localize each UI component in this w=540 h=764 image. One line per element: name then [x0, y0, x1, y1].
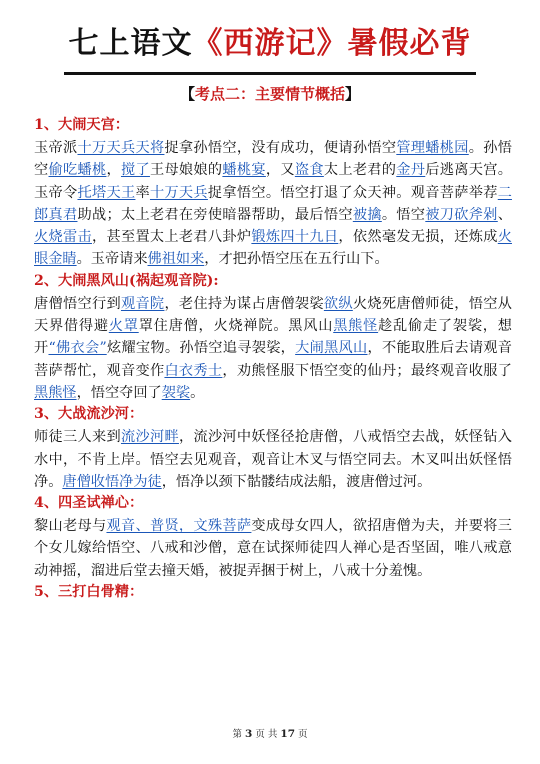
- keyword-highlight: 十万天兵天将: [77, 140, 165, 156]
- section-heading: 4、四圣试禅心：: [34, 495, 144, 512]
- keyword-highlight: 火烧雷击: [34, 229, 92, 246]
- paragraph-text: ，才把孙悟空压在五行山下。: [204, 251, 389, 268]
- paragraph-text: 。悟空: [381, 206, 426, 223]
- section-heading: 1、大闹天宫：: [34, 117, 129, 133]
- keyword-highlight: “佛衣会”: [48, 340, 107, 357]
- paragraph-text: ，流沙河中妖怪径抢唐僧，八戒悟空去战，妖怪钻入水中，不肯上岸。悟空去见观音，观音让木叉与悟空同去。木叉叫出妖怪悟净。: [34, 429, 512, 490]
- paragraph-text: ，: [106, 162, 121, 179]
- keyword-highlight: 唐僧收悟净为徒: [62, 473, 162, 490]
- keyword-highlight: 火罩: [108, 318, 139, 335]
- paragraph-text: ，依然毫发无损，还炼成: [338, 229, 498, 246]
- paragraph-text: 、: [497, 206, 512, 223]
- title-underline: [64, 72, 476, 75]
- keyword-highlight: 锻炼四十九日: [251, 229, 339, 246]
- keyword-highlight: 大闹黑风山: [295, 340, 368, 357]
- content-body: [34, 116, 512, 604]
- paragraph-text: 炫耀宝物。孙悟空追寻袈裟，: [106, 340, 296, 357]
- paragraph-text: 火烧死唐僧师徒，悟空从天界借得避: [34, 295, 512, 335]
- keyword-highlight: 流沙河畔: [120, 429, 179, 446]
- paragraph-text: 。: [190, 384, 205, 401]
- keyword-highlight: 搅了: [120, 162, 150, 179]
- paragraph-text: 太上老君的: [323, 162, 397, 179]
- section-paragraph: [34, 515, 512, 582]
- paragraph-text: 捉拿悟空。悟空打退了众天神。观音菩萨举荐: [207, 184, 498, 201]
- paragraph-text: 黎山老母与: [34, 518, 107, 535]
- section-subtitle: [0, 84, 540, 104]
- paragraph-text: ，劝熊怪服下悟空变的仙丹；最终观音收服了: [222, 362, 512, 379]
- footer-page-number: 3: [244, 728, 253, 740]
- keyword-highlight: 偷吃蟠桃: [48, 162, 107, 179]
- paragraph-text: ，老住持为谋占唐僧袈裟: [164, 295, 324, 312]
- keyword-highlight: 白衣秀士: [164, 362, 223, 379]
- page-title: [0, 24, 540, 64]
- paragraph-text: ，又: [265, 162, 295, 179]
- paragraph-text: 罩住唐僧，火烧禅院。黑风山: [138, 318, 334, 335]
- section-paragraph: [34, 293, 512, 404]
- title-part-1: 七上语文: [68, 26, 193, 61]
- subtitle-text: 考点二：主要情节概括: [194, 85, 345, 103]
- paragraph-text: 唐僧悟空行到: [34, 295, 121, 312]
- keyword-highlight: 金丹: [396, 162, 426, 179]
- title-part-3: 暑假必背: [347, 26, 472, 61]
- paragraph-text: ，甚至置太上老君八卦炉: [91, 229, 252, 246]
- paragraph-text: 玉帝派: [34, 140, 78, 156]
- subtitle-close-bracket: 】: [345, 85, 361, 103]
- keyword-highlight: 火眼金睛: [34, 229, 512, 268]
- paragraph-text: 率: [135, 184, 150, 201]
- keyword-highlight: 袈裟: [161, 384, 191, 401]
- subtitle-open-bracket: 【: [179, 85, 195, 103]
- footer-prefix: 第: [232, 729, 242, 740]
- paragraph-text: 后逃离天宫。玉帝令: [34, 162, 512, 201]
- keyword-highlight: 托塔天王: [77, 184, 136, 201]
- keyword-highlight: 管理蟠桃园: [396, 140, 469, 156]
- footer-total-pages: 17: [280, 728, 296, 740]
- section-heading: 3、大战流沙河：: [34, 406, 144, 423]
- section-heading: 2、大闹黑风山(祸起观音院):: [34, 272, 219, 289]
- paragraph-text: ，悟净以颈下骷髅结成法船，渡唐僧过河。: [161, 473, 432, 490]
- section-paragraph: [34, 137, 512, 271]
- page-footer: [0, 726, 540, 740]
- paragraph-text: ，不能取胜后去请观音菩萨帮忙，观音变作: [34, 340, 512, 379]
- keyword-highlight: 被擒: [352, 206, 382, 223]
- footer-suffix: 页: [298, 729, 308, 740]
- keyword-highlight: 观音、普贤，文殊菩萨: [106, 518, 252, 535]
- keyword-highlight: 被刀砍斧剁: [425, 206, 498, 223]
- paragraph-text: 师徒三人来到: [34, 429, 121, 446]
- paragraph-text: 。玉帝请来: [76, 251, 148, 268]
- section-heading: 5、三打白骨精：: [34, 584, 144, 601]
- keyword-highlight: 二郎真君: [34, 184, 512, 223]
- paragraph-text: ，悟空夺回了: [76, 384, 162, 401]
- keyword-highlight: 盗食: [294, 162, 324, 179]
- keyword-highlight: 黑熊怪: [333, 318, 379, 335]
- paragraph-text: 。孙悟空: [34, 140, 512, 179]
- keyword-highlight: 欲纵: [323, 295, 353, 312]
- title-part-2: 《西游记》: [192, 26, 348, 61]
- paragraph-text: 王母娘娘的: [149, 162, 223, 179]
- footer-mid: 页 共: [255, 729, 278, 740]
- paragraph-text: 趁乱偷走了袈裟，想开: [34, 318, 512, 357]
- paragraph-text: 助战；太上老君在旁使暗器帮助，最后悟空: [77, 206, 353, 223]
- keyword-highlight: 观音院: [120, 295, 165, 312]
- paragraph-text: 变成母女四人，欲招唐僧为夫，并要将三个女儿嫁给悟空、八戒和沙僧，意在试探师徒四人禅心是否坚固，唯八戒意动神摇，溜进后堂去撞天婚，被捉弄捆于树上，八戒十分羞愧。: [34, 518, 512, 579]
- paragraph-text: 捉拿孙悟空，没有成功，便请孙悟空: [164, 140, 397, 156]
- keyword-highlight: 黑熊怪: [34, 384, 77, 401]
- keyword-highlight: 佛祖如来: [147, 251, 205, 268]
- keyword-highlight: 十万天兵: [149, 184, 208, 201]
- section-paragraph: [34, 426, 512, 493]
- keyword-highlight: 蟠桃宴: [222, 162, 266, 179]
